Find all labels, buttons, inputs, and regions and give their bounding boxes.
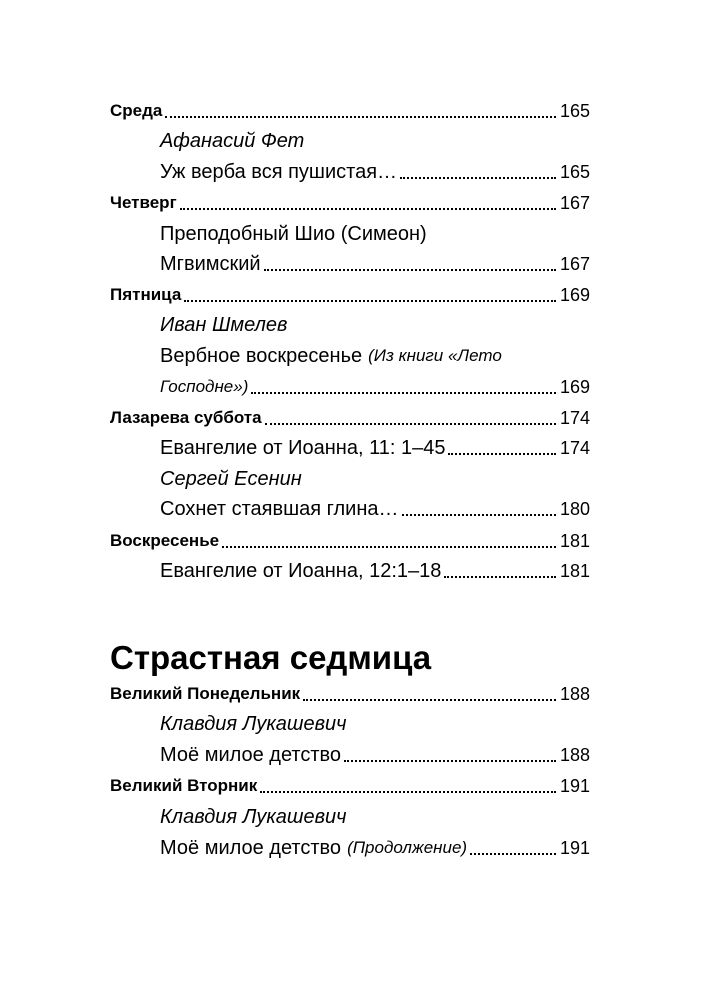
dot-leader <box>222 545 556 548</box>
toc-work-shio-line1 <box>160 222 590 246</box>
toc-work-title: Уж верба вся пушистая… <box>160 161 398 183</box>
toc-work-title: Евангелие от Иоанна, 11: 1–45 <box>160 437 446 459</box>
toc-entry-lazareva <box>110 406 590 430</box>
dot-leader <box>448 452 555 455</box>
toc-work-title: Преподобный Шио (Симеон) <box>160 223 427 245</box>
toc-day-title: Четверг <box>110 193 177 212</box>
dot-leader <box>444 575 556 578</box>
toc-author: Клавдия Лукашевич <box>160 806 347 828</box>
toc-day-title: Воскресенье <box>110 531 220 550</box>
toc-author-lukashevich-2 <box>160 805 590 829</box>
dot-leader <box>251 391 556 394</box>
page-number: 167 <box>559 193 590 213</box>
page-number: 174 <box>559 408 590 428</box>
toc-entry-ponedelnik <box>110 682 590 706</box>
toc-day-title: Великий Понедельник <box>110 684 301 703</box>
toc-work-title: Мгвимский <box>160 253 261 275</box>
dot-leader <box>165 115 556 118</box>
dot-leader <box>265 422 556 425</box>
toc-day-title: Пятница <box>110 285 182 304</box>
toc-entry-ioann-11 <box>160 436 590 460</box>
page-number: 191 <box>559 838 590 858</box>
toc-author: Афанасий Фет <box>160 130 305 152</box>
toc-day-title: Лазарева суббота <box>110 408 262 427</box>
page-number: 181 <box>559 561 590 581</box>
toc-work-shio-line2 <box>160 252 590 276</box>
toc-work-note: (Продолжение) <box>347 838 468 857</box>
toc-work-title: Моё милое детство <box>160 744 342 766</box>
toc-work-title: Евангелие от Иоанна, 12:1–18 <box>160 560 442 582</box>
dot-leader <box>402 513 556 516</box>
toc-work-note: Господне») <box>160 377 249 396</box>
page-number: 188 <box>559 745 590 765</box>
toc-author-lukashevich <box>160 712 590 736</box>
page-number: 180 <box>559 499 590 519</box>
toc-work-verbnoe-line2 <box>160 375 590 399</box>
page-number: 188 <box>559 684 590 704</box>
toc-entry-detstvo <box>160 743 590 767</box>
page-number: 169 <box>559 285 590 305</box>
toc-author: Клавдия Лукашевич <box>160 713 347 735</box>
page-number: 167 <box>559 254 590 274</box>
toc-work-title: Моё милое детство <box>160 837 342 859</box>
dot-leader <box>303 698 556 701</box>
section-heading: Страстная седмица <box>110 639 432 676</box>
toc-work-verbnoe-line1 <box>160 344 590 368</box>
toc-author: Иван Шмелев <box>160 314 288 336</box>
toc-day-title: Великий Вторник <box>110 776 258 795</box>
toc-entry-chetverg <box>110 191 590 215</box>
dot-leader <box>180 207 556 210</box>
dot-leader <box>184 299 556 302</box>
toc-entry-sreda <box>110 99 590 123</box>
toc-author-fet <box>160 129 590 153</box>
toc-entry-pyatnitsa <box>110 283 590 307</box>
dot-leader <box>400 176 556 179</box>
toc-work-title: Сохнет стаявшая глина… <box>160 498 399 520</box>
toc-author: Сергей Есенин <box>160 468 302 490</box>
page-number: 181 <box>559 531 590 551</box>
page-number: 191 <box>559 776 590 796</box>
toc-work-note: (Из книги «Лето <box>368 346 502 365</box>
page-number: 169 <box>559 377 590 397</box>
toc-entry-verba <box>160 160 590 184</box>
dot-leader <box>344 759 556 762</box>
toc-day-title: Среда <box>110 101 163 120</box>
toc-entry-glina <box>160 497 590 521</box>
dot-leader <box>264 268 556 271</box>
toc-author-esenin <box>160 467 590 491</box>
dot-leader <box>470 852 556 855</box>
page-number: 174 <box>559 438 590 458</box>
toc-author-shmelev <box>160 313 590 337</box>
page-number: 165 <box>559 101 590 121</box>
toc-work-title: Вербное воскресенье <box>160 345 363 367</box>
toc-entry-voskresenye <box>110 529 590 553</box>
page-number: 165 <box>559 162 590 182</box>
toc-entry-detstvo-continued <box>160 836 590 860</box>
toc-entry-vtornik <box>110 774 590 798</box>
dot-leader <box>260 790 556 793</box>
toc-entry-ioann-12 <box>160 559 590 583</box>
